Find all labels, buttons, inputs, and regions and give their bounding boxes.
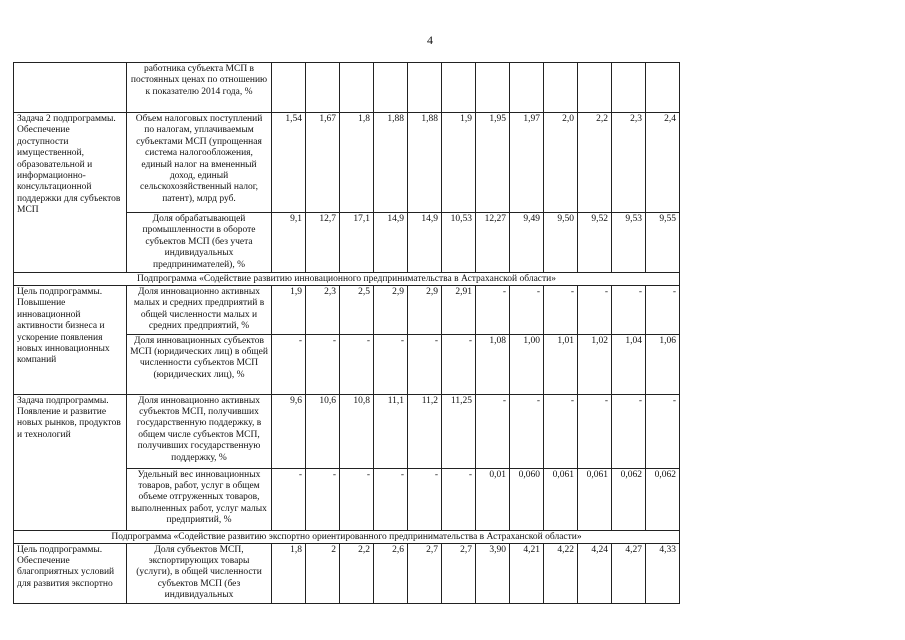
indicator-cell: Доля инновационно активных субъектов МСП, получивших государственную поддержку, в общем числе субъектов МСП, получивших государственную поддержку, % bbox=[127, 394, 272, 468]
value-cell: 11,1 bbox=[374, 394, 408, 468]
value-cell bbox=[646, 63, 680, 113]
value-cell: 2,91 bbox=[442, 286, 476, 335]
value-cell bbox=[544, 63, 578, 113]
value-cell: 1,9 bbox=[442, 113, 476, 213]
value-cell: 2,7 bbox=[442, 543, 476, 603]
value-cell: 2,9 bbox=[374, 286, 408, 335]
value-cell: 9,52 bbox=[578, 213, 612, 273]
value-cell: - bbox=[544, 286, 578, 335]
value-cell: 10,6 bbox=[306, 394, 340, 468]
value-cell: 0,01 bbox=[476, 468, 510, 530]
value-cell: 0,061 bbox=[578, 468, 612, 530]
value-cell: 2 bbox=[306, 543, 340, 603]
table-body bbox=[14, 63, 680, 604]
value-cell: 4,24 bbox=[578, 543, 612, 603]
table-row bbox=[14, 286, 680, 335]
indicator-table bbox=[13, 62, 680, 604]
value-cell: 2,3 bbox=[306, 286, 340, 335]
value-cell: 10,8 bbox=[340, 394, 374, 468]
value-cell bbox=[578, 63, 612, 113]
goal-cell: Задача 2 подпрограммы. Обеспечение доступности имущественной, образовательной и информационно-консультационной поддержки для субъектов МСП bbox=[14, 113, 127, 273]
value-cell: 0,062 bbox=[646, 468, 680, 530]
page-number: 4 bbox=[427, 33, 433, 47]
value-cell: 2,5 bbox=[340, 286, 374, 335]
value-cell: 14,9 bbox=[408, 213, 442, 273]
value-cell bbox=[442, 63, 476, 113]
value-cell: - bbox=[510, 286, 544, 335]
value-cell: 1,54 bbox=[272, 113, 306, 213]
value-cell: 9,50 bbox=[544, 213, 578, 273]
value-cell bbox=[374, 63, 408, 113]
value-cell: 1,01 bbox=[544, 334, 578, 394]
value-cell bbox=[476, 63, 510, 113]
value-cell: 12,27 bbox=[476, 213, 510, 273]
table-row bbox=[14, 63, 680, 113]
value-cell: - bbox=[442, 468, 476, 530]
value-cell: 9,49 bbox=[510, 213, 544, 273]
value-cell: 2,9 bbox=[408, 286, 442, 335]
goal-cell: Цель подпрограммы. Обеспечение благоприятных условий для развития экспортно bbox=[14, 543, 127, 603]
value-cell: - bbox=[510, 394, 544, 468]
value-cell bbox=[612, 63, 646, 113]
subprogram-header-row bbox=[14, 530, 680, 543]
value-cell: - bbox=[272, 468, 306, 530]
value-cell: - bbox=[408, 468, 442, 530]
value-cell: 4,33 bbox=[646, 543, 680, 603]
value-cell: 12,7 bbox=[306, 213, 340, 273]
value-cell bbox=[272, 63, 306, 113]
value-cell: 10,53 bbox=[442, 213, 476, 273]
value-cell: 0,060 bbox=[510, 468, 544, 530]
value-cell: 11,2 bbox=[408, 394, 442, 468]
value-cell: 0,061 bbox=[544, 468, 578, 530]
value-cell bbox=[408, 63, 442, 113]
value-cell: - bbox=[646, 286, 680, 335]
value-cell: 2,0 bbox=[544, 113, 578, 213]
value-cell: - bbox=[340, 468, 374, 530]
value-cell: 9,6 bbox=[272, 394, 306, 468]
value-cell: 1,02 bbox=[578, 334, 612, 394]
indicator-cell: Удельный вес инновационных товаров, работ, услуг в общем объеме отгруженных товаров, выполненных работ, услуг малых предприятий, % bbox=[127, 468, 272, 530]
value-cell: 1,9 bbox=[272, 286, 306, 335]
value-cell: 1,88 bbox=[374, 113, 408, 213]
value-cell: - bbox=[306, 334, 340, 394]
value-cell: 2,2 bbox=[340, 543, 374, 603]
value-cell: - bbox=[578, 394, 612, 468]
value-cell: 0,062 bbox=[612, 468, 646, 530]
subprogram-header-row bbox=[14, 273, 680, 286]
value-cell: - bbox=[646, 394, 680, 468]
value-cell: 4,27 bbox=[612, 543, 646, 603]
goal-cell: Задача подпрограммы. Появление и развитие новых рынков, продуктов и технологий bbox=[14, 394, 127, 530]
value-cell: - bbox=[306, 468, 340, 530]
table-row bbox=[14, 113, 680, 213]
value-cell: 17,1 bbox=[340, 213, 374, 273]
value-cell: 1,8 bbox=[340, 113, 374, 213]
value-cell: 1,88 bbox=[408, 113, 442, 213]
table-row bbox=[14, 543, 680, 603]
subprogram-title: Подпрограмма «Содействие развитию экспортно ориентированного предпринимательства в Астраханской области» bbox=[14, 530, 680, 543]
value-cell: - bbox=[544, 394, 578, 468]
value-cell: 1,06 bbox=[646, 334, 680, 394]
value-cell: 9,53 bbox=[612, 213, 646, 273]
value-cell: 2,7 bbox=[408, 543, 442, 603]
value-cell: - bbox=[442, 334, 476, 394]
value-cell bbox=[510, 63, 544, 113]
value-cell: 11,25 bbox=[442, 394, 476, 468]
value-cell: 14,9 bbox=[374, 213, 408, 273]
indicator-cell: Доля инновационных субъектов МСП (юридических лиц) в общей численности субъектов МСП (юридических лиц), % bbox=[127, 334, 272, 394]
value-cell: - bbox=[408, 334, 442, 394]
value-cell: - bbox=[476, 394, 510, 468]
value-cell: 4,21 bbox=[510, 543, 544, 603]
value-cell: 9,55 bbox=[646, 213, 680, 273]
value-cell: 1,97 bbox=[510, 113, 544, 213]
value-cell: - bbox=[612, 394, 646, 468]
value-cell: - bbox=[612, 286, 646, 335]
value-cell: 2,4 bbox=[646, 113, 680, 213]
table-row bbox=[14, 394, 680, 468]
indicator-cell: работника субъекта МСП в постоянных ценах по отношению к показателю 2014 года, % bbox=[127, 63, 272, 113]
goal-cell: Цель подпрограммы. Повышение инновационной активности бизнеса и ускорение появления новых инновационных компаний bbox=[14, 286, 127, 395]
value-cell: 3,90 bbox=[476, 543, 510, 603]
value-cell: - bbox=[374, 334, 408, 394]
value-cell: 2,6 bbox=[374, 543, 408, 603]
value-cell: 9,1 bbox=[272, 213, 306, 273]
goal-cell bbox=[14, 63, 127, 113]
value-cell bbox=[306, 63, 340, 113]
value-cell: - bbox=[272, 334, 306, 394]
value-cell: 4,22 bbox=[544, 543, 578, 603]
value-cell: 1,04 bbox=[612, 334, 646, 394]
value-cell: 1,00 bbox=[510, 334, 544, 394]
value-cell: 2,2 bbox=[578, 113, 612, 213]
subprogram-title: Подпрограмма «Содействие развитию инновационного предпринимательства в Астраханской области» bbox=[14, 273, 680, 286]
value-cell: - bbox=[476, 286, 510, 335]
indicator-cell: Объем налоговых поступлений по налогам, уплачиваемым субъектами МСП (упрощенная система налогообложения, единый налог на вмененный доход, единый сельскохозяйственный налог, патент), млрд руб. bbox=[127, 113, 272, 213]
indicator-cell: Доля обрабатывающей промышленности в обороте субъектов МСП (без учета индивидуальных предпринимателей), % bbox=[127, 213, 272, 273]
value-cell: 1,8 bbox=[272, 543, 306, 603]
value-cell: 1,08 bbox=[476, 334, 510, 394]
value-cell bbox=[340, 63, 374, 113]
indicator-cell: Доля субъектов МСП, экспортирующих товары (услуги), в общей численности субъектов МСП (без индивидуальных bbox=[127, 543, 272, 603]
value-cell: - bbox=[374, 468, 408, 530]
value-cell: - bbox=[340, 334, 374, 394]
indicator-cell: Доля инновационно активных малых и средних предприятий в общей численности малых и средних предприятий, % bbox=[127, 286, 272, 335]
value-cell: 1,95 bbox=[476, 113, 510, 213]
value-cell: 2,3 bbox=[612, 113, 646, 213]
value-cell: 1,67 bbox=[306, 113, 340, 213]
value-cell: - bbox=[578, 286, 612, 335]
